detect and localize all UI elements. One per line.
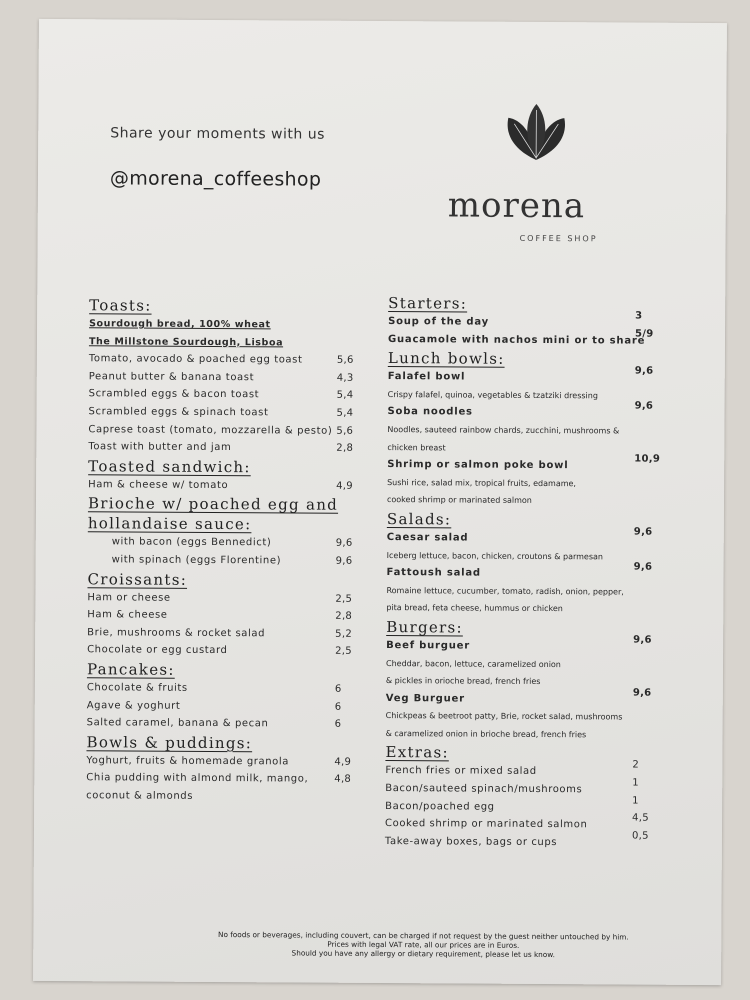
menu-section [87,569,378,661]
menu-item-name: & caramelized onion in brioche bread, french fries [385,728,587,740]
menu-sheet [33,19,727,985]
menu-item-name: Salted caramel, banana & pecan [86,717,269,730]
section-heading: Toasts: [89,296,152,315]
menu-item [386,561,687,583]
menu-item-price: 2,8 [335,610,353,622]
menu-item-name: Caprese toast (tomato, mozzarella & pesto) [88,423,333,437]
menu-item-name: Veg Burguer [385,692,465,705]
menu-item-name: Peanut butter & banana toast [88,370,255,384]
menu-item [387,421,687,440]
footer-line: No foods or beverages, including couvert, can be charged if not request by the guest neither untouched by him. [217,930,629,942]
menu-item-price: 1 [632,777,639,789]
menu-section [86,732,376,807]
menu-item-price: 9,6 [633,526,653,538]
menu-item-name: Chickpeas & beetroot patty, Brie, rocket salad, mushrooms [385,711,623,722]
menu-section [388,293,688,350]
menu-item-name: Bacon/poached egg [385,800,495,813]
menu-item [89,350,379,369]
menu-item-name: Sushi rice, salad mix, tropical fruits, edamame, [387,477,577,488]
menu-item-name: Ham & cheese [87,609,168,621]
menu-item-price: 4,5 [632,812,649,824]
menu-item-name: Caesar salad [386,531,469,544]
menu-item-price: 4,9 [336,480,353,492]
menu-item-name: Beef burguer [386,639,470,652]
menu-item-price: 4,8 [334,774,352,786]
menu-item [88,438,378,457]
section-heading: Burgers: [386,617,463,637]
menu-item [386,599,686,618]
menu-item-name: Yoghurt, fruits & homemade granola [86,754,290,768]
menu-item-price: 2,8 [336,442,354,454]
menu-item-name: Ham or cheese [87,591,171,604]
menu-item-price: 2 [632,760,640,772]
instagram-handle: @morena_coffeeshop [109,167,322,191]
menu-item-price: 6 [334,701,342,713]
menu-item [385,760,685,782]
menu-item-name: Falafel bowl [387,371,466,383]
menu-item-price: 5,4 [336,390,354,402]
menu-item-name: Shrimp or salmon poke bowl [387,459,569,472]
menu-item-price: 5/9 [634,328,654,340]
menu-item [387,491,687,510]
menu-item-price: 10,9 [634,453,661,465]
menu-item [87,624,377,643]
menu-item-name: pita bread, feta cheese, hummus or chicken [386,603,563,614]
menu-item [387,453,687,475]
menu-item-name: Brie, mushrooms & rocket salad [87,626,266,640]
menu-item [385,777,685,799]
menu-item [88,421,378,440]
menu-item-name: Chia pudding with almond milk, mango, [86,772,309,785]
menu-section [88,456,378,495]
menu-item-name: Chocolate & fruits [86,682,188,694]
menu-item [87,589,377,608]
menu-section [88,494,378,571]
menu-item [386,725,686,744]
menu-item-name: Crispy falafel, quinoa, vegetables & tzatziki dressing [387,389,598,401]
menu-item [386,582,686,601]
menu-item-name: Scrambled eggs & spinach toast [88,406,269,419]
section-heading: Toasted sandwich: [88,456,251,476]
menu-item [89,386,379,405]
footer-line: Prices with legal VAT rate, all our prices are in Euros. [327,939,520,950]
menu-item-price: 5,6 [336,354,354,367]
menu-item-name: chicken breast [387,442,446,452]
menu-section [87,659,377,734]
menu-item-name: Sourdough bread, 100% wheat [89,318,271,331]
section-heading: Brioche w/ poached egg and [87,494,339,515]
menu-item-name: Romaine lettuce, cucumber, tomato, radish, onion, pepper, [386,585,624,597]
menu-item-price: 9,6 [633,634,652,646]
menu-item-name: Bacon/sauteed spinach/mushrooms [385,783,583,796]
menu-item-name: Ham & cheese w/ tomato [88,478,229,491]
menu-item-name: The Millstone Sourdough, Lisboa [88,335,284,348]
footer-notes [173,930,673,960]
menu-item [386,526,687,548]
menu-item-price: 1 [632,795,639,807]
menu-item [88,534,378,553]
menu-item [387,400,687,422]
right-menu-column [385,293,688,852]
menu-item-price: 9,6 [633,561,653,573]
leaf-logo-icon [500,102,572,162]
menu-item-name: Cooked shrimp or marinated salmon [385,818,588,831]
share-text: Share your moments with us [110,125,325,143]
menu-item-price: 5,6 [336,425,354,437]
menu-item [387,474,687,493]
section-heading: Croissants: [87,569,188,589]
menu-item [87,606,377,625]
menu-item [386,707,686,726]
menu-section [386,509,687,619]
menu-item-name: & pickles in orioche bread, french fries [385,676,541,687]
menu-item [387,328,688,350]
menu-item [87,679,377,698]
menu-section [88,295,379,458]
section-heading: Bowls & puddings: [86,732,253,752]
menu-item [88,403,378,422]
menu-item-price: 0,5 [631,830,649,842]
menu-item [89,333,379,352]
menu-item [86,787,376,806]
menu-item-name: Cheddar, bacon, lettuce, caramelized onion [385,658,561,669]
section-heading: hollandaise sauce: [87,514,252,534]
menu-item-price: 6 [334,683,342,695]
menu-section [385,743,686,853]
menu-item [87,642,377,661]
menu-item-name: Take-away boxes, bags or cups [384,835,558,848]
menu-item-name: Fattoush salad [386,567,481,579]
menu-item-price: 3 [635,310,643,322]
section-heading: Starters: [388,294,468,313]
menu-item-name: coconut & almonds [86,790,194,802]
section-heading: Pancakes: [86,660,175,679]
section-heading: Extras: [385,743,449,762]
menu-item [387,365,688,387]
menu-item [384,830,685,852]
menu-item-price: 2,5 [335,646,352,658]
menu-item-price: 9,6 [335,555,353,567]
menu-item-price: 9,6 [634,400,654,413]
menu-item [86,769,376,788]
left-menu-column [86,295,379,806]
menu-item-name: Agave & yoghurt [86,699,181,712]
section-heading: Salads: [386,509,452,529]
menu-item [86,752,376,771]
menu-item-name: Scrambled eggs & bacon toast [88,388,260,401]
menu-item-price: 4,9 [334,756,352,768]
menu-item-name: with spinach (eggs Florentine) [111,554,282,567]
menu-item-price: 2,5 [335,593,353,605]
menu-item [87,697,377,716]
menu-item-price: 9,6 [335,538,353,550]
menu-item [386,634,686,656]
menu-item [385,687,686,709]
menu-item-name: Soup of the day [388,316,489,328]
brand-name: morena [447,185,586,227]
menu-item-price: 4,3 [336,372,354,384]
menu-item-name: French fries or mixed salad [385,765,537,778]
menu-item-price: 5,4 [336,407,354,419]
menu-item-name: Toast with butter and jam [88,441,232,454]
menu-item-name: Soba noodles [387,406,473,418]
menu-item [88,476,378,495]
menu-item-name: Tomato, avocado & poached egg toast [88,353,303,366]
menu-item [88,551,378,570]
menu-item-name: with bacon (eggs Bennedict) [111,536,272,549]
menu-item-price: 6 [334,718,342,730]
menu-item-price: 9,6 [632,687,652,699]
menu-item-price: 9,6 [634,365,654,377]
menu-item [87,714,377,733]
menu-item [89,368,379,387]
menu-item-name: cooked shrimp or marinated salmon [386,495,532,506]
menu-item [386,655,686,674]
menu-item-name: Guacamole with nachos mini or to share [387,333,646,347]
section-heading: Lunch bowls: [387,349,505,368]
menu-section [387,348,688,511]
menu-item-name: Iceberg lettuce, bacon, chicken, croutons & parmesan [386,550,604,561]
footer-line: Should you have any allergy or dietary requirement, please let us know. [291,948,555,960]
menu-item-name: Noodles, sauteed rainbow chards, zucchini, mushrooms & [387,425,620,436]
menu-item-price: 5,2 [335,628,353,640]
menu-section [386,617,687,744]
menu-item [89,315,379,334]
brand-subtitle: COFFEE SHOP [519,233,598,244]
menu-item-name: Chocolate or egg custard [87,644,228,657]
